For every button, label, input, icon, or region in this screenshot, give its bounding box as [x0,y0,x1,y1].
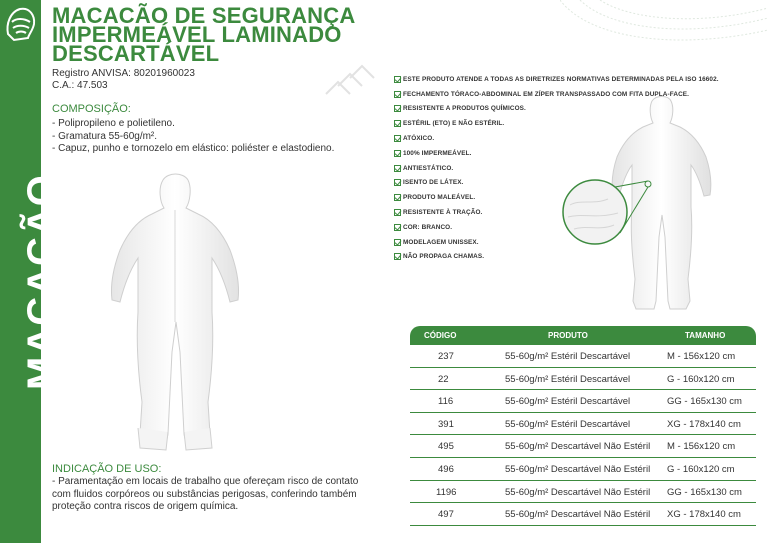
check-icon [394,165,401,172]
cell-code: 22 [438,373,449,385]
check-icon [394,194,401,201]
cell-product: 55-60g/m² Descartável Não Estéril [505,509,651,521]
table-row [410,458,756,481]
table-row [410,435,756,458]
table-row [410,481,756,504]
cell-code: 495 [438,441,454,453]
check-icon [394,253,401,260]
title-line: MACACÃO DE SEGURANÇA [52,3,356,28]
composition-body [52,118,334,156]
cell-code: 116 [438,396,454,408]
cell-size: M - 156x120 cm [667,441,736,453]
ca-number: C.A.: 47.503 [52,80,108,91]
table-header [410,326,756,345]
composition-heading: COMPOSIÇÃO: [52,103,131,115]
cell-product: 55-60g/m² Estéril Descartável [505,396,631,408]
decorative-arcs [560,0,768,60]
check-icon [394,105,401,112]
table-row [410,368,756,391]
column-header-code: CÓDIGO [424,331,457,340]
check-icon [394,135,401,142]
cell-product: 55-60g/m² Estéril Descartável [505,418,631,430]
cell-size: XG - 178x140 cm [667,509,741,521]
feature-item: ANTIESTÁTICO. [394,161,734,176]
title-line: DESCARTÁVEL [52,41,220,66]
check-icon [394,76,401,83]
cell-product: 55-60g/m² Descartável Não Estéril [505,441,651,453]
column-header-size: TAMANHO [685,331,726,340]
check-icon [394,120,401,127]
cell-size: G - 160x120 cm [667,464,735,475]
cell-product: 55-60g/m² Descartável Não Estéril [505,464,651,475]
feature-item: ATÓXICO. [394,131,734,146]
cell-code: 497 [438,509,454,521]
zoom-circle [563,180,627,244]
feature-item: ISENTO DE LÁTEX. [394,176,734,191]
feature-item: ESTÉRIL (ETO) E NÃO ESTÉRIL. [394,116,734,131]
check-icon [394,179,401,186]
title-line: IMPERMEÁVEL LAMINADO [52,22,342,47]
green-sidebar [0,0,64,543]
registry-info [52,68,195,92]
table-row [410,413,756,436]
usage-line: com fluidos corpóreos ou substâncias perigosas, conferindo também [52,488,357,500]
registry-number: Registro ANVISA: 80201960023 [52,68,195,79]
check-icon [394,224,401,231]
feature-item: MODELAGEM UNISSEX. [394,235,734,250]
composition-line: - Gramatura 55-60g/m². [52,130,158,142]
feature-item: RESISTENTE A PRODUTOS QUÍMICOS. [394,102,734,117]
coverall-side-image [560,95,720,325]
cell-code: 237 [438,351,454,362]
feature-item: NÃO PROPAGA CHAMAS. [394,250,734,265]
cell-size: XG - 178x140 cm [667,418,741,430]
cell-size: GG - 165x130 cm [667,396,742,408]
cell-code: 391 [438,418,454,430]
product-title [52,3,356,66]
table-row [410,345,756,368]
feature-item: FECHAMENTO TÓRACO-ABDOMINAL EM ZÍPER TRANSPASSADO COM FITA DUPLA-FACE. [394,87,734,102]
feature-item: RESISTENTE À TRAÇÃO. [394,205,734,220]
cell-size: G - 160x120 cm [667,373,735,385]
company-logo-icon [4,4,37,44]
table-row [410,503,756,526]
column-header-product: PRODUTO [548,331,588,340]
side-label: MACACÃO [20,174,64,390]
check-icon [394,150,401,157]
composition-line: - Polipropileno e polietileno. [52,118,175,129]
check-icon [394,239,401,246]
feature-item: COR: BRANCO. [394,220,734,235]
usage-heading: INDICAÇÃO DE USO: [52,463,162,475]
composition-line: - Capuz, punho e tornozelo em elástico: poliéster e elastodieno. [52,143,335,154]
cell-product: 55-60g/m² Estéril Descartável [505,351,631,362]
check-icon [394,209,401,216]
cell-code: 1196 [436,486,457,498]
cell-size: M - 156x120 cm [667,351,736,362]
feature-item: 100% IMPERMEÁVEL. [394,146,734,161]
cell-size: GG - 165x130 cm [667,486,742,498]
decorative-chevrons-icon [320,58,380,98]
coverall-front-image [108,172,243,457]
usage-line: - Paramentação em locais de trabalho que ofereçam risco de contato [52,476,359,487]
table-row [410,390,756,413]
cell-product: 55-60g/m² Descartável Não Estéril [505,486,651,498]
usage-body [52,476,358,514]
usage-line: proteção contra riscos de origem química. [52,501,239,512]
cell-code: 496 [438,464,454,475]
cell-product: 55-60g/m² Estéril Descartável [505,373,631,385]
feature-item: PRODUTO MALEÁVEL. [394,190,734,205]
feature-item: ESTE PRODUTO ATENDE A TODAS AS DIRETRIZES NORMATIVAS DETERMINADAS PELA ISO 16602. [394,72,734,87]
check-icon [394,91,401,98]
